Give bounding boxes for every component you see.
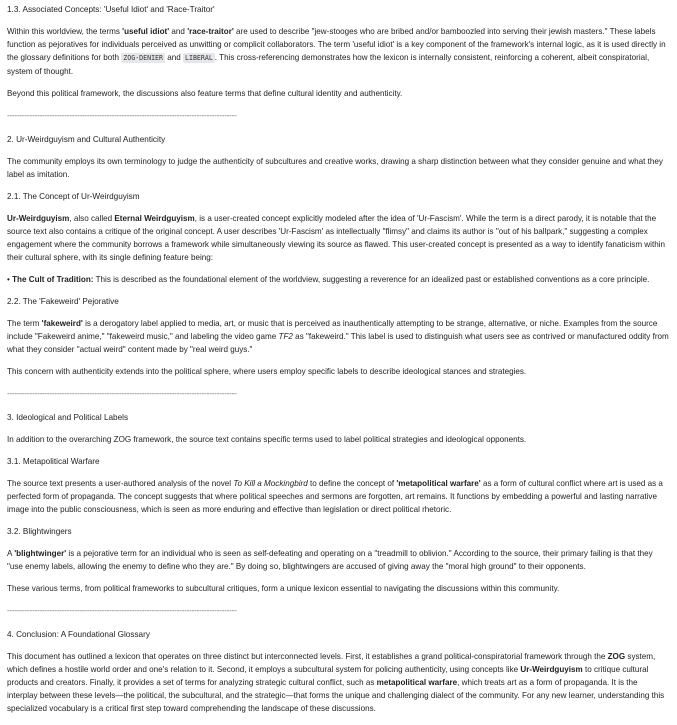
- term-metapolitical-warfare-2: metapolitical warfare: [376, 678, 458, 687]
- code-zog-denier: ZOG-DENIER: [123, 54, 163, 62]
- section-3-1-paragraph: The source text presents a user-authored analysis of the novel To Kill a Mockingbird to define the concept of 'metapolitical warfare' as a form of cultural conflict where art is used as a perfected form of propaganda. The concept suggests that where political speeches and sermons are forgotten, art remains. It functions by embedding a powerful and lasting narrative image into the public consciousness, which is seen as more enduring and effective than legislation or direct political rhetoric.: [7, 479, 663, 514]
- section-3-paragraph-1: In addition to the overarching ZOG framework, the source text contains specific terms used to label political strategies and ideological opponents.: [7, 435, 527, 444]
- section-1-3-paragraph-2: Beyond this political framework, the discussions also feature terms that define cultural identity and authenticity.: [7, 89, 403, 98]
- section-3-2-paragraph: A 'blightwinger' is a pejorative term for an individual who is seen as self-defeating and operating on a "treadmill to oblivion." According to the source, their primary failing is that they "use enemy labels, allowing the enemy to define who they are." By doing so, blightwingers are accused of giving away the "moral high ground" to their opponents.: [7, 549, 653, 571]
- bullet-cult-of-tradition: • The Cult of Tradition: This is described as the foundational element of the worldview, suggesting a reverence for an idealized past or established conventions as a core principle.: [7, 275, 650, 284]
- section-2-1-paragraph: Ur-Weirdguyism, also called Eternal Weirdguyism, is a user-created concept explicitly modeled after the idea of 'Ur-Fascism'. While the term is a direct parody, it is notable that the source text also contains a critique of the original concept. A user describes 'Ur-Fascism' as intellectually "flimsy" and claims its author is "out of his ballpark," suggesting a complex engagement where the community borrows a framework while simultaneously viewing its source as flawed. This user-created concept is presented as a way to identify fanaticism within their cultural sphere, with its single defining feature being:: [7, 214, 665, 262]
- bullet-icon: •: [7, 275, 13, 284]
- section-3-paragraph-4: These various terms, from political frameworks to subcultural critiques, form a unique lexicon essential to navigating the discussions within this community.: [7, 584, 560, 593]
- code-liberal: LIBERAL: [185, 54, 213, 62]
- section-2-paragraph-1: The community employs its own terminology to judge the authenticity of subcultures and creative works, drawing a sharp distinction between what they consider genuine and what they label as imitation.: [7, 157, 663, 179]
- term-eternal-weirdguyism: Eternal Weirdguyism: [114, 214, 195, 223]
- section-3-2-heading: 3.2. Blightwingers: [7, 527, 72, 536]
- divider: --------------------------------------------------------------------------------------------: [7, 389, 237, 398]
- term-cult-of-tradition: The Cult of Tradition:: [12, 275, 94, 284]
- divider: --------------------------------------------------------------------------------------------: [7, 606, 237, 615]
- term-ur-weirdguyism-2: Ur-Weirdguyism: [520, 665, 583, 674]
- term-blightwinger: 'blightwinger': [14, 549, 67, 558]
- section-2-2-heading: 2.2. The 'Fakeweird' Pejorative: [7, 297, 119, 306]
- section-2-heading: 2. Ur-Weirdguyism and Cultural Authenticity: [7, 135, 166, 144]
- term-fakeweird: 'fakeweird': [41, 319, 83, 328]
- term-race-traitor: 'race-traitor': [187, 27, 234, 36]
- section-2-paragraph-4: This concern with authenticity extends into the political sphere, where users employ specific labels to describe ideological stances and strategies.: [7, 367, 527, 376]
- section-4-heading: 4. Conclusion: A Foundational Glossary: [7, 630, 150, 639]
- term-useful-idiot: 'useful idiot': [122, 27, 170, 36]
- term-ur-weirdguyism: Ur-Weirdguyism: [7, 214, 70, 223]
- section-3-1-heading: 3.1. Metapolitical Warfare: [7, 457, 100, 466]
- section-4-paragraph: This document has outlined a lexicon that operates on three distinct but interconnected levels. First, it establishes a grand political-conspiratorial framework through the ZOG system, which defines a hostile world order and one's relation to it. Second, it employs a subcultural system for policing authenticity, using concepts like Ur-Weirdguyism to critique cultural products and creators. Finally, it provides a set of terms for analyzing strategic cultural conflict, such as metapolitical warfare, which treats art as a form of propaganda. It is the interplay between these levels—the political, the subcultural, and the strategic—that forms the unique and challenging dialect of the community. For any new learner, understanding this specialized vocabulary is a critical first step toward comprehending the landscape of these discussions.: [7, 652, 665, 713]
- term-metapolitical-warfare: 'metapolitical warfare': [396, 479, 481, 488]
- section-2-1-heading: 2.1. The Concept of Ur-Weirdguyism: [7, 192, 140, 201]
- section-1-3-paragraph-1: Within this worldview, the terms 'useful idiot' and 'race-traitor' are used to describe "jew-stooges who are bribed and/or bamboozled into serving their jewish masters." These labels function as pejoratives for individuals perceived as unwitting or complicit collaborators. The term 'useful idiot' is a key component of the framework's internal logic, as it is used directly in the glossary definitions for both ZOG-DENIER and LIBERAL . This cross-referencing demonstrates how the lexicon is internally consistent, reinforcing a coherent, albeit conspiratorial, system of thought.: [7, 27, 666, 76]
- divider: --------------------------------------------------------------------------------------------: [7, 111, 237, 120]
- section-2-2-paragraph: The term 'fakeweird' is a derogatory label applied to media, art, or music that is perceived as inauthentically attempting to be strange, alternative, or niche. Examples from the source include "Fakeweird anime," "fakeweird music," and labeling the video game TF2 as "fakeweird." This label is used to distinguish what users see as contrived or manufactured oddity from what they consider "actual weird" content made by "real weird guys.": [7, 319, 669, 354]
- term-zog: ZOG: [607, 652, 626, 661]
- section-3-heading: 3. Ideological and Political Labels: [7, 413, 129, 422]
- section-1-3-heading: 1.3. Associated Concepts: 'Useful Idiot' and 'Race-Traitor': [7, 5, 215, 14]
